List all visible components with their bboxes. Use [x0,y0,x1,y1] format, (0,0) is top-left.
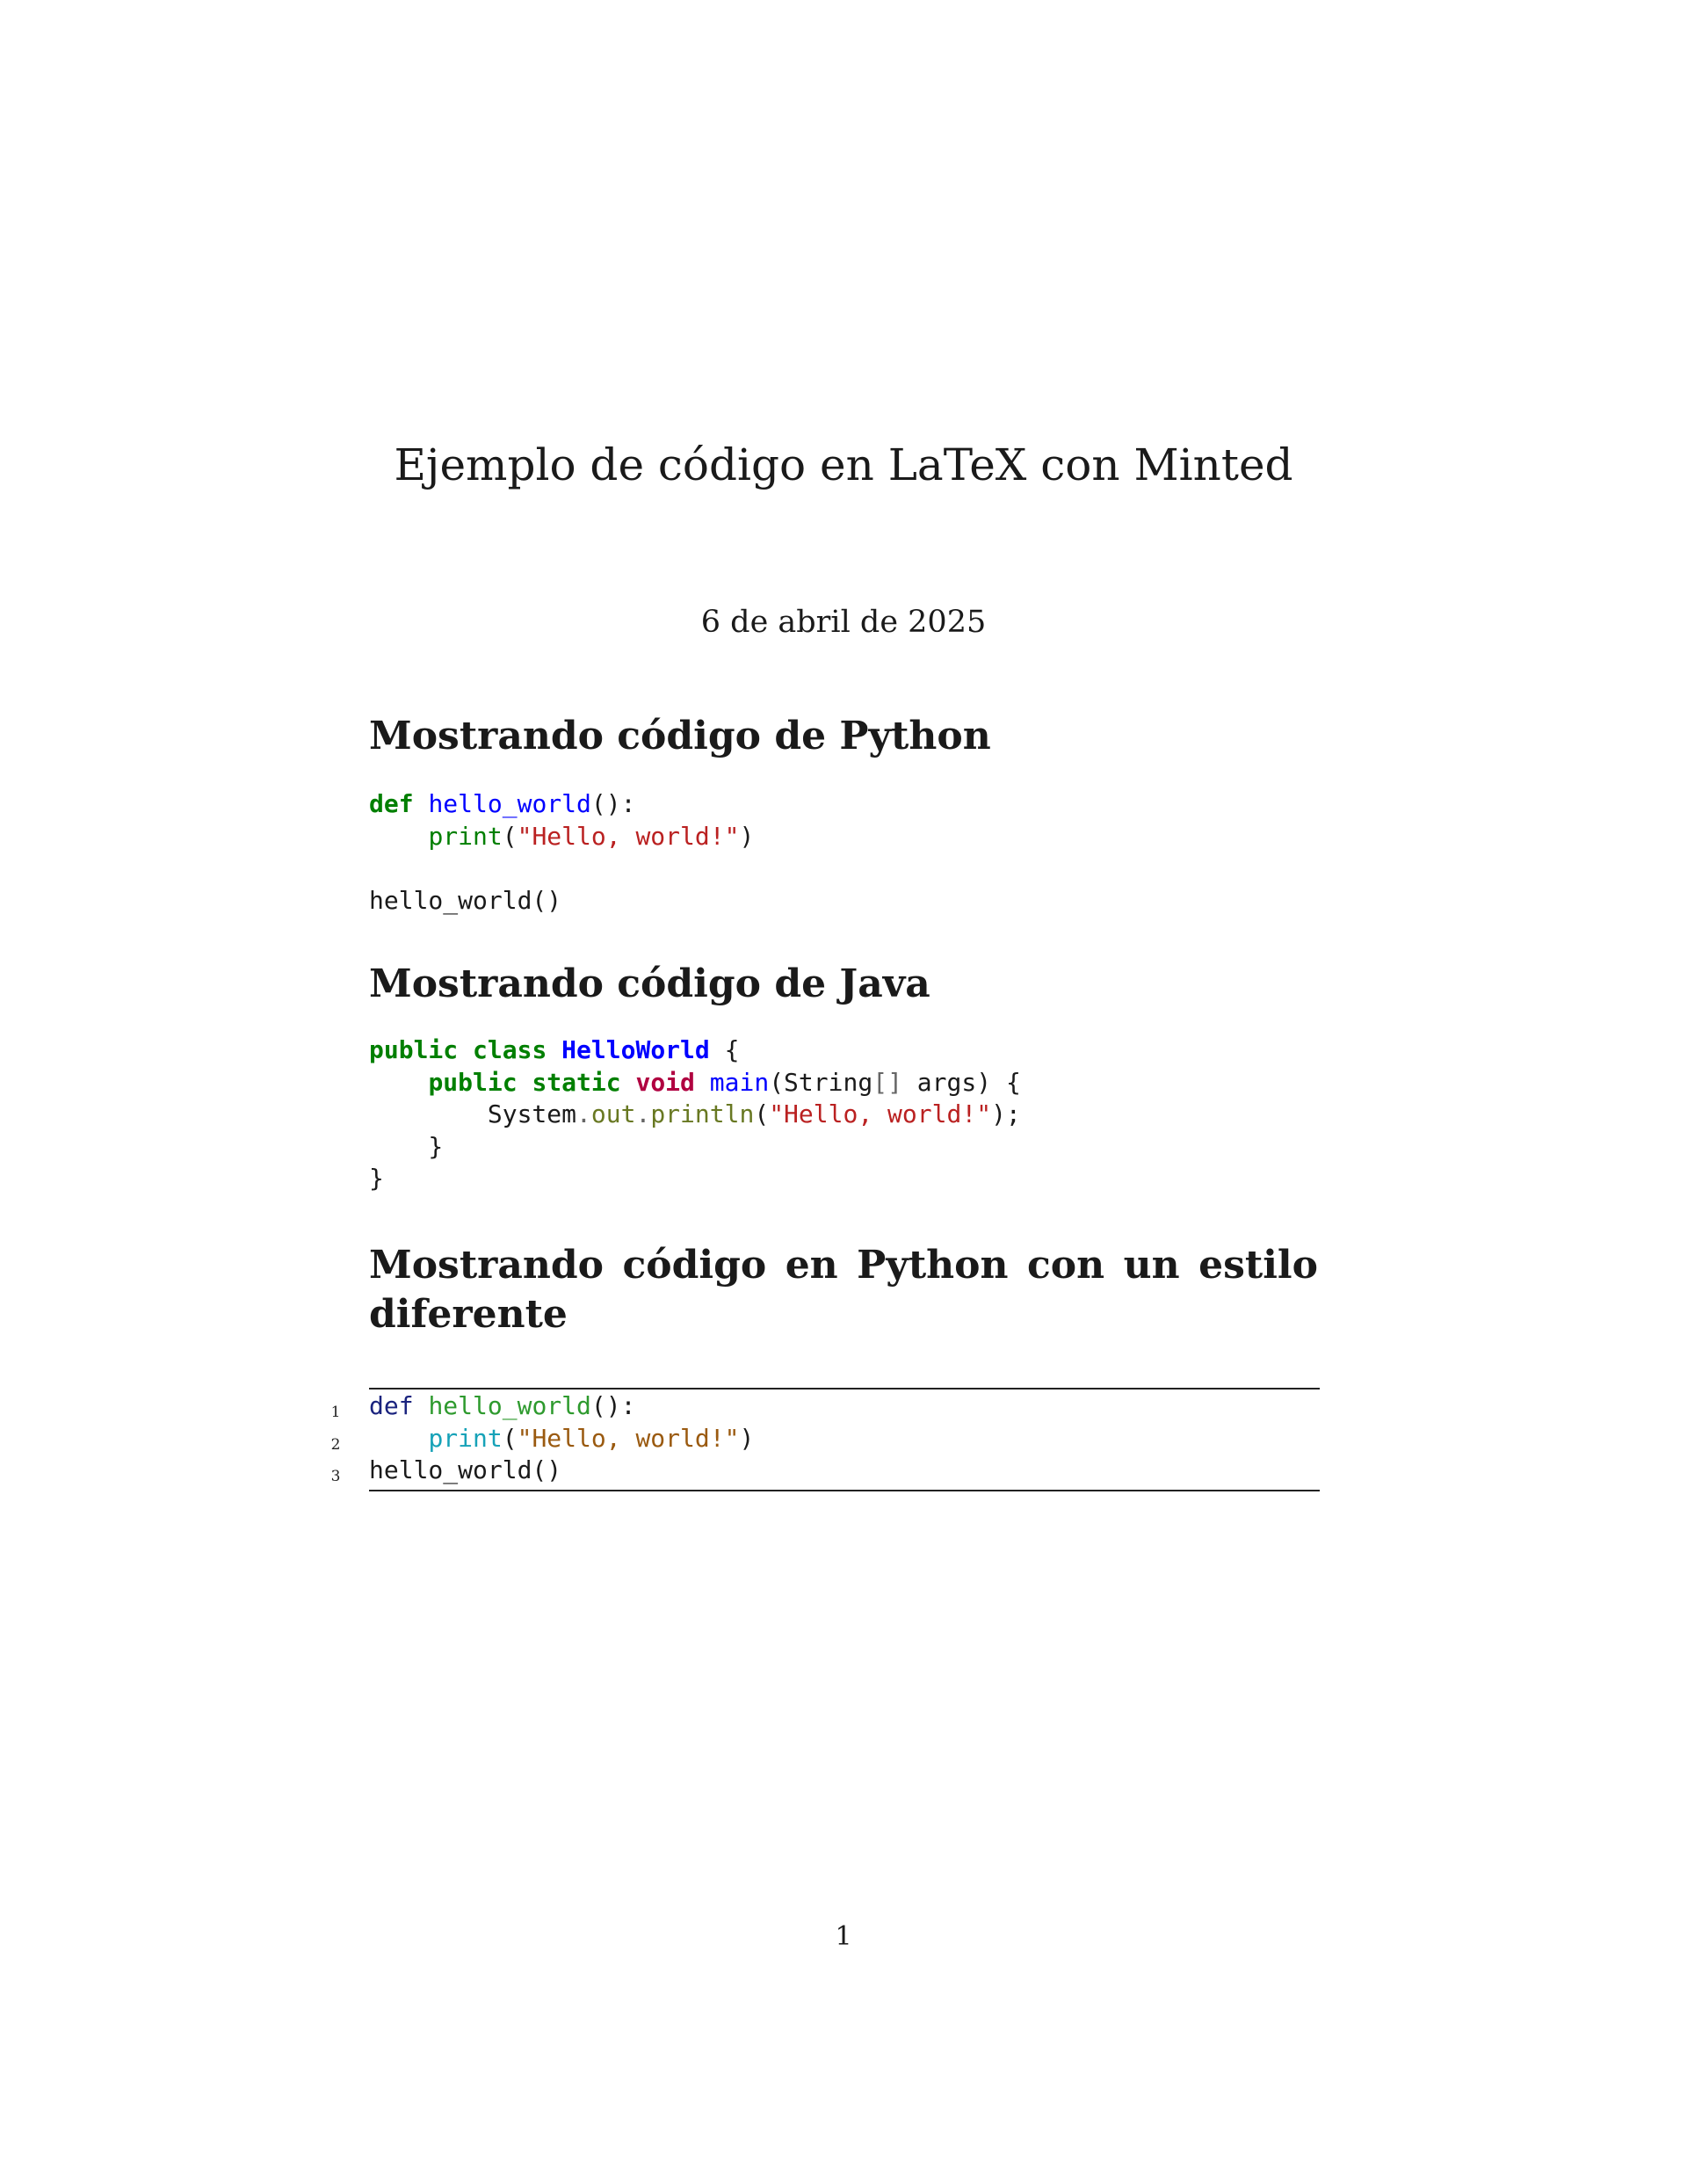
code-line [369,1067,1021,1099]
section-heading-java: Mostrando código de Java [369,961,930,1006]
code-token: static [532,1067,621,1097]
code-token: hello_world() [369,1455,562,1484]
line-number: 2 [330,1436,341,1454]
code-token: (): [590,1391,636,1420]
code-token: print [428,1423,503,1453]
code-line [369,821,754,853]
code-token [369,822,428,851]
code-token: ) [739,821,755,851]
code-token: ( [502,821,518,851]
code-token [369,1424,428,1453]
code-line [369,853,754,885]
code-line [369,1423,754,1455]
code-token: out [590,1099,636,1128]
document-title: Ejemplo de código en LaTeX con Minted [394,439,1293,490]
code-token: ( [754,1099,770,1128]
code-line [369,1163,1021,1195]
code-block-python-alt-style [369,1390,754,1487]
code-frame-top-rule [369,1388,1320,1389]
section-heading-text: Mostrando código en Python con un estilo diferente [369,1243,1318,1337]
code-token: } [369,1164,384,1193]
code-token: ( [502,1423,518,1453]
code-token [547,1035,561,1064]
code-token: { [709,1035,740,1064]
code-token [518,1068,532,1097]
document-date: 6 de abril de 2025 [700,605,987,640]
code-token: public [369,1035,459,1064]
code-token: HelloWorld [561,1035,710,1064]
code-token: . [576,1099,591,1128]
section-heading-python: Mostrando código de Python [369,714,991,758]
code-token [369,1068,428,1097]
code-block-python [369,788,754,917]
code-token [621,1068,636,1097]
code-token: class [473,1035,547,1064]
code-token: System [369,1099,577,1128]
code-token [414,789,429,818]
code-token: print [428,821,503,851]
code-token: args) { [901,1067,1021,1097]
code-token: hello_world() [369,885,562,915]
code-token: (): [590,789,636,818]
code-line [369,1034,1021,1067]
code-token: ); [991,1099,1021,1128]
section-heading-python-alt [369,1241,1318,1339]
code-token: hello_world [428,789,591,818]
code-frame-bottom-rule [369,1490,1320,1491]
code-line [369,1099,1021,1131]
code-token: hello_world [428,1391,591,1420]
code-token: def [369,1391,414,1420]
code-token [414,1391,429,1420]
code-token: [] [872,1067,902,1097]
code-line [369,1455,754,1487]
code-line [369,885,754,918]
code-line [369,1131,1021,1164]
code-token [695,1068,710,1097]
line-number: 3 [330,1468,341,1485]
code-token: println [650,1099,755,1128]
code-token: public [428,1067,518,1097]
code-token: main [709,1067,770,1097]
code-token: def [369,789,414,818]
code-token: ) [739,1423,755,1453]
code-token: } [369,1131,444,1161]
line-number: 1 [330,1404,341,1421]
code-token: void [635,1067,695,1097]
code-line [369,1390,754,1423]
code-line [369,788,754,821]
code-token: (String [769,1067,873,1097]
page-number: 1 [835,1921,852,1952]
code-token: "Hello, world!" [769,1099,992,1128]
code-token [458,1035,473,1064]
code-block-java [369,1034,1021,1195]
code-token: . [635,1099,651,1128]
code-token: "Hello, world!" [517,1423,740,1453]
code-token: "Hello, world!" [517,821,740,851]
